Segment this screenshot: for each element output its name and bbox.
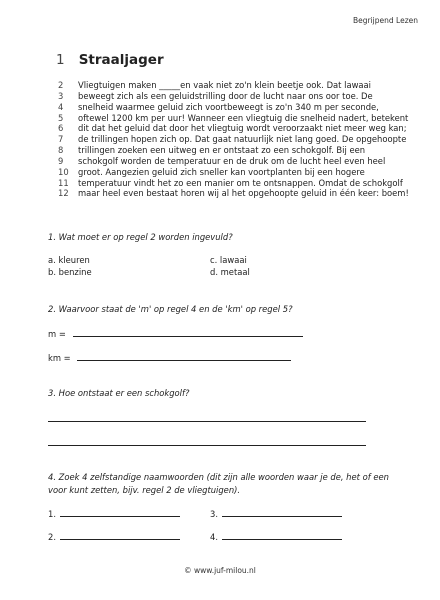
- title-line-number: 1: [56, 52, 65, 68]
- header-label: Begrijpend Lezen: [352, 16, 418, 25]
- question-4-line-1: 4. Zoek 4 zelfstandige naamwoorden (dit zijn alle woorden waar je de, het of een: [48, 472, 389, 482]
- answer-4-line-4[interactable]: [222, 531, 342, 540]
- text-lines: [58, 80, 426, 199]
- line-text: groot. Aangezien geluid zich sneller kan voortplanten bij een hogere: [78, 166, 365, 177]
- answer-4-number-1: 1.: [48, 509, 56, 519]
- answer-4-item-3: [210, 508, 342, 519]
- answer-4-number-2: 2.: [48, 532, 56, 542]
- answer-4-line-3[interactable]: [222, 508, 342, 517]
- line-text: trillingen zoeken een uitweg en er ontstaat zo een schokgolf. Bij een: [78, 145, 366, 156]
- question-4-line-2: voor kunt zetten, bijv. regel 2 de vliegtuigen).: [48, 485, 241, 495]
- answer-m-label: m =: [48, 329, 66, 339]
- line-text: dit dat het geluid dat door het vliegtuig wordt veroorzaakt niet meer weg kan;: [78, 123, 407, 134]
- title-row: [56, 52, 164, 68]
- question-2: 2. Waarvoor staat de 'm' op regel 4 en de 'km' op regel 5?: [48, 304, 293, 314]
- answer-4-number-3: 3.: [210, 509, 218, 519]
- line-number: 5: [58, 112, 64, 123]
- line-number: 12: [58, 188, 69, 199]
- text-line: [58, 145, 426, 156]
- line-text: schokgolf worden de temperatuur en de druk om de lucht heel even heel: [78, 155, 386, 166]
- question-3: 3. Hoe ontstaat er een schokgolf?: [48, 388, 190, 398]
- line-number: 8: [58, 145, 64, 156]
- answer-4-number-4: 4.: [210, 532, 218, 542]
- line-text: snelheid waarmee geluid zich voortbeweegt is zo'n 340 m per seconde,: [78, 101, 379, 112]
- answer-m-line[interactable]: [73, 328, 303, 337]
- answer-4-item-4: [210, 531, 342, 542]
- line-number: 11: [58, 177, 69, 188]
- line-text: de trillingen hopen zich op. Dat gaat natuurlijk niet lang goed. De opgehoopte: [78, 134, 407, 145]
- line-number: 3: [58, 90, 64, 101]
- line-number: 2: [58, 80, 64, 90]
- option-a: a. kleuren: [48, 255, 90, 265]
- line-text: Vliegtuigen maken _____en vaak niet zo'n klein beetje ook. Dat lawaai: [78, 80, 372, 90]
- text-line: [58, 134, 426, 145]
- option-b: b. benzine: [48, 267, 92, 277]
- line-number: 10: [58, 166, 69, 177]
- option-c: c. lawaai: [210, 255, 247, 265]
- line-text: temperatuur vindt het zo een manier om te ontsnappen. Omdat de schokgolf: [78, 177, 403, 188]
- question-1: 1. Wat moet er op regel 2 worden ingevuld?: [48, 232, 233, 242]
- line-number: 6: [58, 123, 64, 134]
- text-line: [58, 156, 426, 167]
- option-d: d. metaal: [210, 267, 250, 277]
- footer-copyright: © www.juf-milou.nl: [184, 566, 256, 575]
- line-text: beweegt zich als een geluidstrilling door de lucht naar ons oor toe. De: [78, 90, 373, 101]
- line-number: 9: [58, 155, 64, 166]
- text-line: [58, 167, 426, 178]
- text-line: [58, 102, 426, 113]
- title-text: Straaljager: [78, 52, 164, 68]
- line-text: maar heel even bestaat horen wij al het opgehoopte geluid in één keer: boem!: [78, 188, 409, 199]
- text-line: [58, 113, 426, 124]
- answer-4-item-1: [48, 508, 180, 519]
- text-line: [58, 188, 426, 199]
- line-number: 4: [58, 101, 64, 112]
- answer-3-line-1[interactable]: [48, 421, 366, 422]
- answer-m-row: [48, 328, 303, 339]
- question-1-options: [48, 255, 368, 279]
- answer-4-line-2[interactable]: [60, 531, 180, 540]
- text-line: [58, 80, 426, 91]
- answer-4-line-1[interactable]: [60, 508, 180, 517]
- text-line: [58, 91, 426, 102]
- answer-km-label: km =: [48, 353, 71, 363]
- answer-km-line[interactable]: [77, 352, 291, 361]
- answer-3-line-2[interactable]: [48, 445, 366, 446]
- text-line: [58, 123, 426, 134]
- line-text: oftewel 1200 km per uur! Wanneer een vliegtuig die snelheid nadert, betekent: [78, 112, 409, 123]
- answer-km-row: [48, 352, 291, 363]
- line-number: 7: [58, 134, 64, 145]
- answer-4-item-2: [48, 531, 180, 542]
- text-line: [58, 178, 426, 189]
